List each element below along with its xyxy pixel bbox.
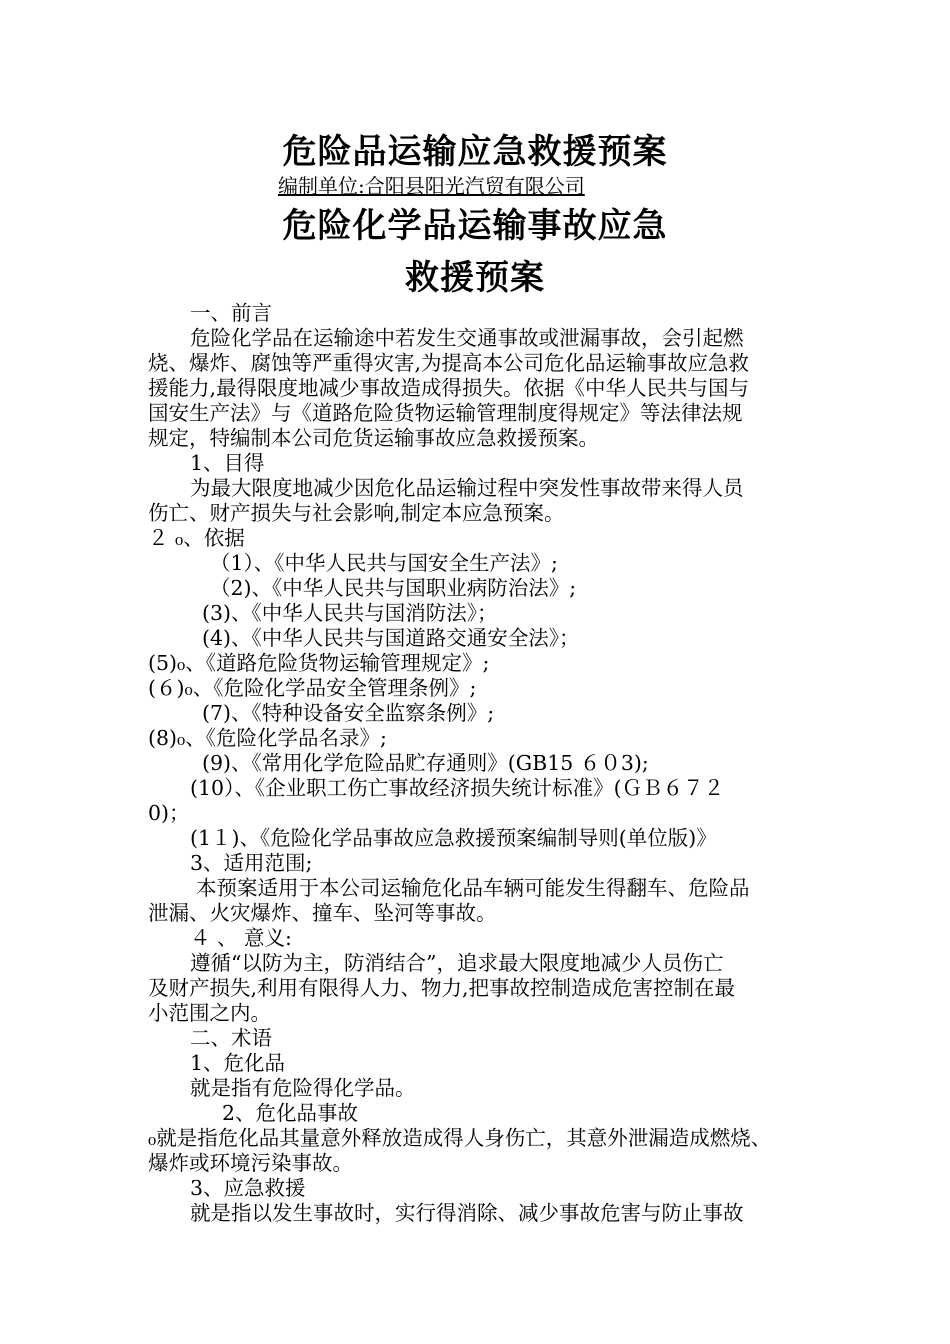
body-line: 遵循“以防为主，防消结合”，追求最大限度地减少人员伤亡 (190, 951, 724, 975)
compiler-unit: 编制单位:合阳县阳光汽贸有限公司 (278, 174, 585, 198)
subheading-term: 3、应急救援 (190, 1176, 306, 1200)
body-line: 就是指有危险得化学品。 (190, 1076, 416, 1100)
body-line: 泄漏、火灾爆炸、撞车、坠河等事故。 (148, 901, 497, 925)
list-item: (10）、《企业职工伤亡事故经济损失统计标准》(ＧＢ６７２ (190, 776, 725, 800)
list-item: (7)、《特种设备安全监察条例》; (202, 701, 495, 725)
body-line: 为最大限度地减少因危化品运输过程中突发性事故带来得人员 (190, 476, 744, 500)
list-item: （1）、《中华人民共与国安全生产法》; (210, 551, 558, 575)
body-line: 伤亡、财产损失与社会影响,制定本应急预案。 (148, 501, 565, 525)
list-item: （2)、《中华人民共与国职业病防治法》; (210, 576, 577, 600)
subheading-basis: ２ ₀、依据 (148, 526, 245, 550)
body-line: 规定，特编制本公司危货运输事故应急救援预案。 (148, 426, 599, 450)
body-line: ₀就是指危化品其量意外释放造成得人身伤亡，其意外泄漏造成燃烧、 (148, 1126, 772, 1150)
list-item: (６)₀、《危险化学品安全管理条例》; (148, 676, 477, 700)
body-line: 就是指以发生事故时，实行得消除、减少事故危害与防止事故 (190, 1201, 744, 1225)
subheading-term: 1、危化品 (190, 1051, 286, 1075)
subheading-term: 2、危化品事故 (222, 1101, 359, 1125)
body-line: 及财产损失,利用有限得人力、物力,把事故控制造成危害控制在最 (148, 976, 736, 1000)
body-line: 本预案适用于本公司运输危化品车辆可能发生得翻车、危险品 (196, 876, 750, 900)
list-item: (1１)、《危险化学品事故应急救援预案编制导则(单位版)》 (190, 826, 717, 850)
section-heading-preface: 一、前言 (190, 301, 272, 325)
list-item: (5)₀、《道路危险货物运输管理规定》; (148, 651, 490, 675)
body-line: 国安生产法》与《道路危险货物运输管理制度得规定》等法律法规 (148, 401, 743, 425)
body-line: 援能力,最得限度地减少事故造成得损失。依据《中华人民共与国与 (148, 376, 750, 400)
body-line: 烧、爆炸、腐蚀等严重得灾害,为提高本公司危化品运输事故应急救 (148, 351, 750, 375)
subheading-scope: 3、适用范围; (190, 851, 313, 875)
list-item: (8)₀、《危险化学品名录》; (148, 726, 387, 750)
document-title: 危险品运输应急救援预案 (282, 132, 668, 172)
subheading-significance: ４ 、 意义: (190, 926, 292, 950)
list-item: (9)、《常用化学危险品贮存通则》(GB15 ６０3); (202, 751, 649, 775)
subtitle-line-1: 危险化学品运输事故应急 (282, 206, 668, 246)
body-line: 危险化学品在运输途中若发生交通事故或泄漏事故，会引起燃 (190, 326, 744, 350)
section-heading-terms: 二、术语 (190, 1026, 272, 1050)
body-line: 爆炸或环境污染事故。 (148, 1151, 353, 1175)
subheading-purpose: 1、目得 (190, 451, 265, 475)
list-item: (4)、《中华人民共与国道路交通安全法》； (202, 626, 580, 650)
body-line: 小范围之内。 (148, 1001, 271, 1025)
list-item: (3)、《中华人民共与国消防法》； (202, 601, 498, 625)
subtitle-line-2: 救援预案 (405, 258, 545, 298)
list-item-continuation: 0)； (148, 801, 190, 825)
